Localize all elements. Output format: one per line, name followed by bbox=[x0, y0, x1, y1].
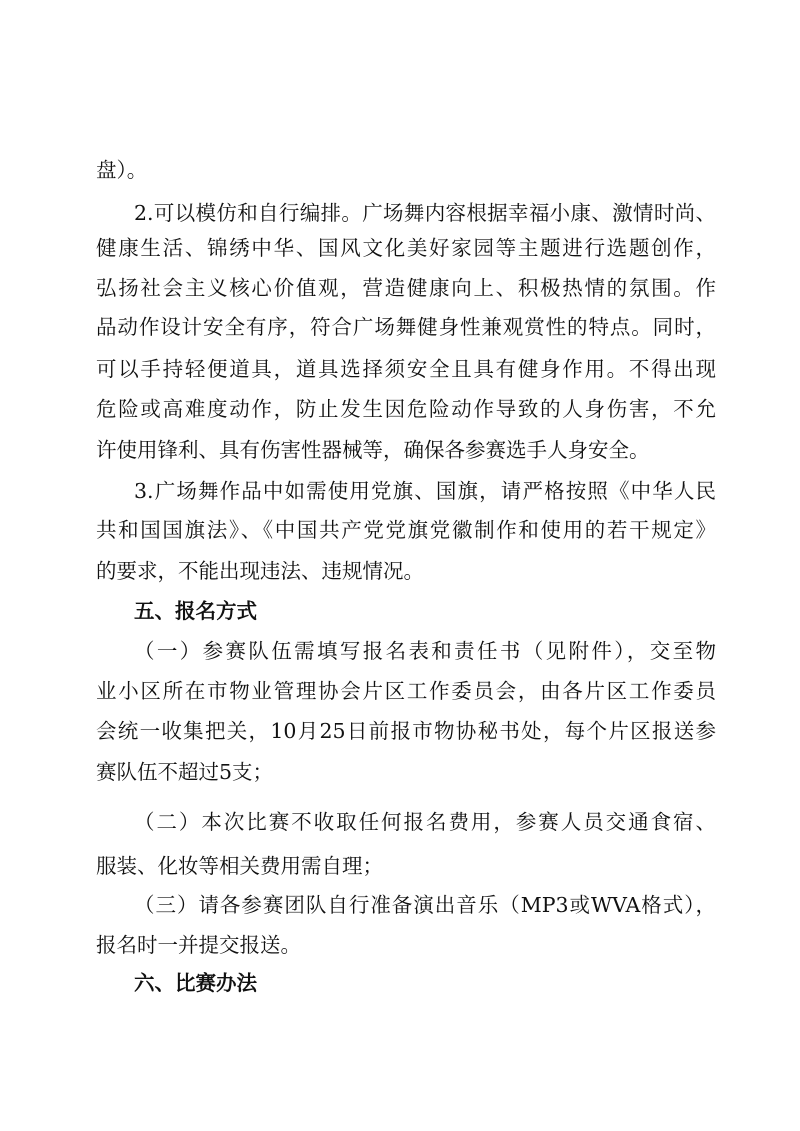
paragraph-line: 许使用锋利、具有伤害性器械等，确保各参赛选手人身安全。 bbox=[96, 438, 650, 462]
paragraph-line: 赛队伍不超过5支； bbox=[96, 760, 274, 784]
paragraph-line: 健康生活、锦绣中华、国风文化美好家园等主题进行选题创作， bbox=[96, 236, 716, 260]
paragraph-line: 品动作设计安全有序，符合广场舞健身性兼观赏性的特点。同时， bbox=[96, 315, 716, 339]
paragraph-line: 弘扬社会主义核心价值观，营造健康向上、积极热情的氛围。作 bbox=[96, 276, 716, 300]
paragraph-line: 服装、化妆等相关费用需自理； bbox=[96, 854, 383, 878]
paragraph-line: 会统一收集把关，10月25日前报市物协秘书处，每个片区报送参 bbox=[96, 719, 716, 743]
section-heading: 六、比赛办法 bbox=[134, 971, 257, 995]
paragraph-line: 的要求，不能出现违法、违规情况。 bbox=[96, 559, 424, 583]
paragraph-line: 业小区所在市物业管理协会片区工作委员会，由各片区工作委员 bbox=[96, 679, 716, 703]
paragraph-line: （二）本次比赛不收取任何报名费用，参赛人员交通食宿、 bbox=[134, 810, 716, 834]
paragraph-line: 报名时一并提交报送。 bbox=[96, 933, 301, 957]
paragraph-line: 共和国国旗法》、《中国共产党党旗党徽制作和使用的若干规定》 bbox=[96, 518, 716, 542]
paragraph-line: 盘）。 bbox=[96, 158, 148, 182]
paragraph-line: （一）参赛队伍需填写报名表和责任书（见附件），交至物 bbox=[134, 639, 716, 663]
paragraph-line: 危险或高难度动作，防止发生因危险动作导致的人身伤害，不允 bbox=[96, 397, 716, 421]
paragraph-line: 2.可以模仿和自行编排。广场舞内容根据幸福小康、激情时尚、 bbox=[134, 201, 716, 225]
paragraph-line: 可以手持轻便道具，道具选择须安全且具有健身作用。不得出现 bbox=[96, 357, 716, 381]
paragraph-line: （三）请各参赛团队自行准备演出音乐（MP3或WVA格式）， bbox=[134, 893, 716, 917]
paragraph-line: 3.广场舞作品中如需使用党旗、国旗，请严格按照《中华人民 bbox=[134, 479, 716, 503]
section-heading: 五、报名方式 bbox=[134, 599, 257, 623]
